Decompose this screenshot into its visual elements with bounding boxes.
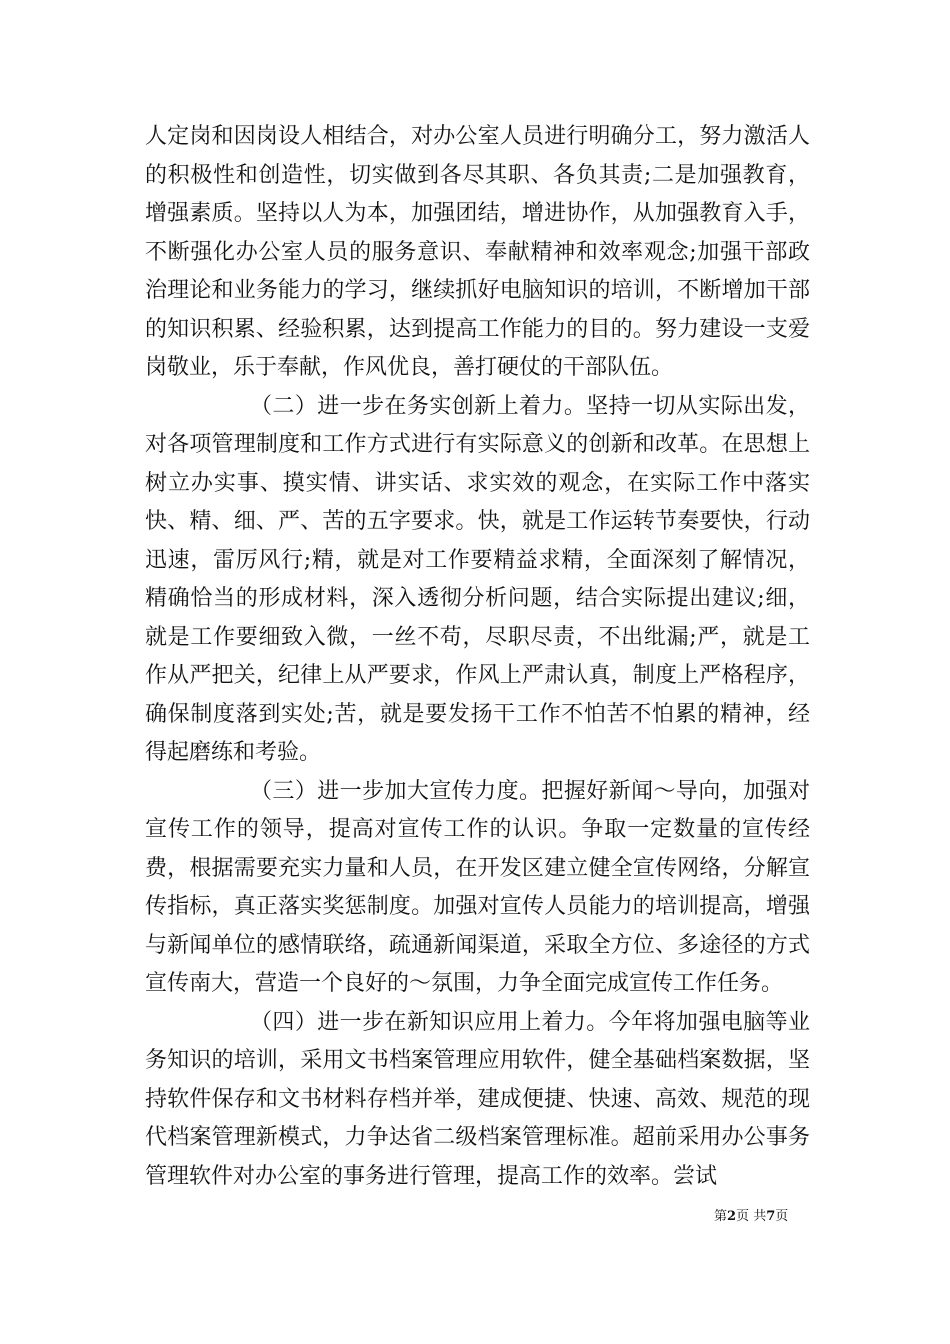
footer-current-page: 2 <box>727 1209 737 1224</box>
footer-prefix: 第 <box>714 1209 728 1224</box>
paragraph-section-2: （二）进一步在务实创新上着力。坚持一切从实际出发，对各项管理制度和工作方式进行有实际意义的创新和改革。在思想上树立办实事、摸实情、讲实话、求实效的观念，在实际工作中落实快、精、细、严、苦的五字要求。快，就是工作运转节奏要快，行动迅速，雷厉风行;精，就是对工作要精益求精，全面深刻了解情况，精确恰当的形成材料，深入透彻分析问题，结合实际提出建议;细，就是工作要细致入微，一丝不苟，尽职尽责，不出纰漏;严，就是工作从严把关，纪律上从严要求，作风上严肃认真，制度上严格程序，确保制度落到实处;苦，就是要发扬干工作不怕苦不怕累的精神，经得起磨练和考验。 <box>145 393 810 765</box>
paragraph-continued: 人定岗和因岗设人相结合，对办公室人员进行明确分工，努力激活人的积极性和创造性，切实做到各尽其职、各负其责;二是加强教育，增强素质。坚持以人为本，加强团结，增进协作，从加强教育入手，不断强化办公室人员的服务意识、奉献精神和效率观念;加强干部政治理论和业务能力的学习，继续抓好电脑知识的培训，不断增加干部的知识积累、经验积累，达到提高工作能力的目的。努力建设一支爱岗敬业，乐于奉献，作风优良，善打硬仗的干部队伍。 <box>145 124 810 380</box>
document-body <box>145 118 810 1196</box>
footer-middle: 页 共 <box>736 1209 767 1224</box>
paragraph-section-4: （四）进一步在新知识应用上着力。今年将加强电脑等业务知识的培训，采用文书档案管理应用软件，健全基础档案数据，坚持软件保存和文书材料存档并举，建成便捷、快速、高效、规范的现代档案管理新模式，力争达省二级档案管理标准。超前采用办公事务管理软件对办公室的事务进行管理，提高工作的效率。尝试 <box>145 1009 810 1189</box>
footer-total-pages: 7 <box>766 1209 776 1224</box>
footer-suffix: 页 <box>775 1209 789 1224</box>
page-footer <box>714 1205 788 1224</box>
paragraph-section-3: （三）进一步加大宣传力度。把握好新闻～导向，加强对宣传工作的领导，提高对宣传工作的认识。争取一定数量的宣传经费，根据需要充实力量和人员，在开发区建立健全宣传网络，分解宣传指标，真正落实奖惩制度。加强对宣传人员能力的培训提高，增强与新闻单位的感情联络，疏通新闻渠道，采取全方位、多途径的方式宣传南大，营造一个良好的～氛围，力争全面完成宣传工作任务。 <box>145 778 810 996</box>
